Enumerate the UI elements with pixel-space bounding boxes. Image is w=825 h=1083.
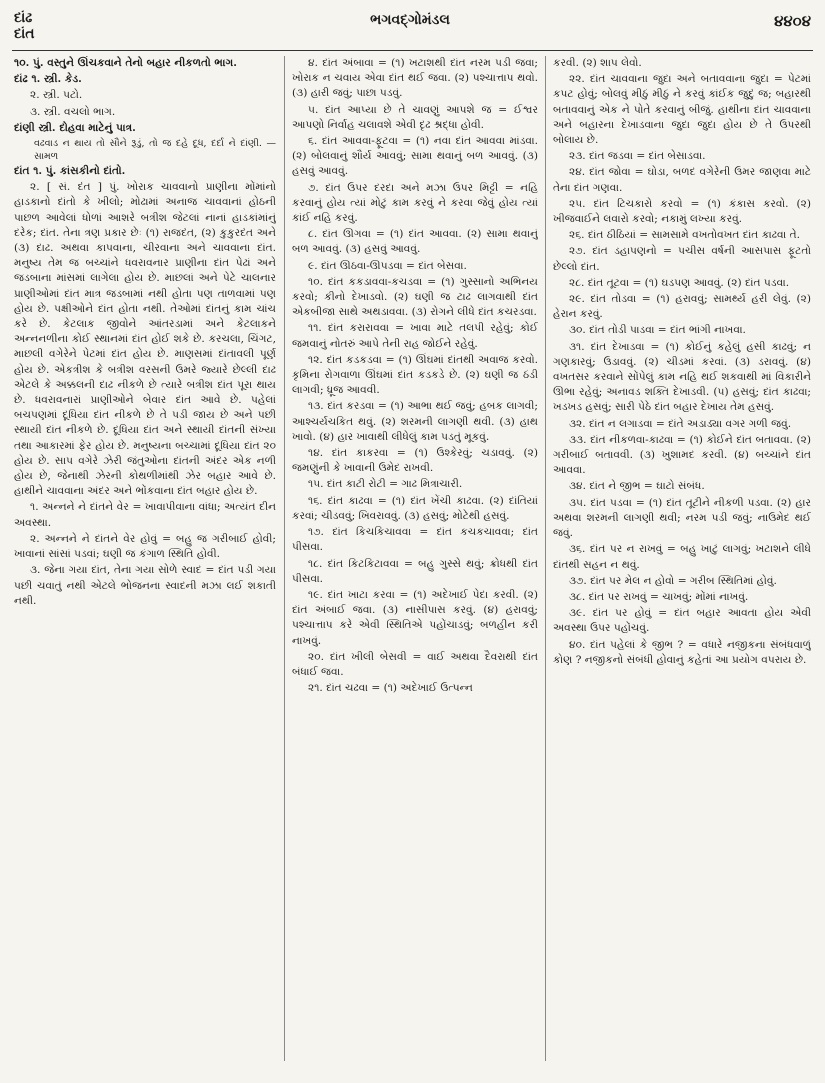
idiom: ૩૨. દાંત ન લગાડવા = દાંતે અડાડ્યા વગર ગળી જવું. xyxy=(569,417,792,430)
idiom: ૬. દાંત આવવા-ફૂટવા = (૧) નવા દાંત આવવા માંડવા. (૨) બોલવાનું શૌર્ય આવવું; સામા થવાનું બળ આવવું. (૩) હસવું આવવું. xyxy=(292,135,538,178)
entry: ૩. સ્ત્રી. વચલો ભાગ. xyxy=(30,105,116,118)
idiom: ૩૮. દાંત પર રાખવું = ચાખવું; મોંમાં નાખવું. xyxy=(569,590,749,603)
entry: દાંઢ ૧. સ્ત્રી. કેડ. xyxy=(14,73,82,86)
idiom: ૮. દાંત ઊગવા = (૧) દાંત આવવા. (૨) સામા થવાનું બળ આવવું. (૩) હસવું આવવું. xyxy=(292,228,538,256)
idiom: ૧૮. દાંત કિટકિટાવવા = બહુ ગુસ્સે થવું; ક્રોધથી દાંત પીસવા. xyxy=(292,557,538,585)
page-title: ભગવદ્ગોમંડલ xyxy=(370,12,450,28)
column-divider xyxy=(545,56,546,1061)
idiom: ૧૫. દાંત કાટી રોટી = ગાઢ મિત્રાચારી. xyxy=(308,478,463,491)
quotation: વઢવાડ ન થાય તો સૌને રૂડું, તો જ દહે દૂધ, દર્દા ને દાંણી. — સામળ xyxy=(34,138,276,163)
idiom: ૨૭. દાંત ડહાપણનો = પચીસ વર્ષની આસપાસ ફૂટતો છેલ્લો દાંત. xyxy=(553,245,811,273)
guide-word-top: દાંઢ xyxy=(14,10,33,26)
idiom: ૩૭. દાંત પર મેલ ન હોવો = ગરીબ સ્થિતિમાં હોવું. xyxy=(569,574,777,587)
column-divider xyxy=(284,56,285,1061)
idiom: ૨૨. દાંત ચાવવાના જુદા અને બતાવવાના જુદા = પેટમાં કપટ હોવું; બોલવું મીઠું મીઠું ને કરવું કાંઈક જુદું જ; બહારથી બતાવવાનું એક ને પોતે કરવાનું બીજું. હાથીના દાંત ચાવવાના અને બહારના દેખાડવાના જુદા જુદા હોય છે તે ઉપરથી બોલાય છે. xyxy=(553,73,811,147)
entry: ૧૦. પું. વસ્તુને ઊંચકવાને તેનો બહાર નીકળતો ભાગ. xyxy=(14,57,237,69)
idiom: ૧. અન્નને ને દાંતને વેર = ખાવાપીવાના વાંધા; અત્યંત દીન અવસ્થા. xyxy=(14,501,276,529)
entry: દાંણી સ્ત્રી. દોહવા માટેનું પાત્ર. xyxy=(14,121,136,134)
idiom: ૩૩. દાંત નીકળવા-કાઢવા = (૧) કોઈને દાંત બતાવવા. (૨) ગરીબાઈ બતાવવી. (૩) ખુશામદ કરવી. (૪) બચ્ચાંને દાંત આવવા. xyxy=(553,433,811,477)
idiom: ૧૧. દાંત કરારાવવા = ખાવા માટે તલપી રહેવું; કોઈ જમવાનું નોતરું આપે તેની રાહ જોઈને રહેવું. xyxy=(292,322,538,350)
idiom: ૩૬. દાંત પર ન રાખવું = બહુ ખાટું લાગવું; ખટાશને લીધે દાંતથી સહન ન થવું. xyxy=(553,543,811,571)
idiom: ૭. દાંત ઉપર દરદા અને મઝા ઉપર મિટ્ટી = નહિ કરવાનું હોય ત્યાં મોટું કામ કરવું ને કરવા જેવું હોય ત્યાં કાંઈ નહિ કરવું. xyxy=(292,181,538,225)
page-number: ૪૪૦૪ xyxy=(774,12,811,30)
idiom: ૪૦. દાંત પહેલાં કે જીભ ? = વધારે નજીકના સંબંધવાળું કોણ ? નજીકનો સંબંધી હોવાનું કહેતાં આ પ્રયોગ વપરાય છે. xyxy=(553,638,811,666)
idiom: ૨. અન્નને ને દાંતને વેર હોવું = બહુ જ ગરીબાઈ હોવી; ખાવાનાં સાંસાં પડવાં; ઘણી જ કંગાળ સ્થિતિ હોવી. xyxy=(14,532,276,561)
idiom: ૨૪. દાંત જોવા = ઘોડા, બળદ વગેરેની ઉમર જાણવા માટે તેના દાંત ગણવા. xyxy=(553,166,811,194)
idiom: ૩૯. દાંત પર હોવું = દાંત બહાર આવતા હોય એવી અવસ્થા ઉપર પહોંચવું. xyxy=(553,607,811,635)
idiom: ૩૧. દાંત દેખાડવા = (૧) કોઈનું કહેલું હસી કાઢવું; ન ગણકારવું; ઉડાવવું. (૨) ચીડમાં કરવાં. (૩) ડરાવવું. (૪) વખતસર કરવાને સોંપેલું કામ નહિ થઈ શકવાથી માં વિકારીને ઊભા રહેવું; અનાવડ શક્તિ દેખાડવી. (૫) હસવું; દાંત કાઢવા; ખડખડ હસવું; સારી પેઠે દાંત બહાર દેખાય તેમ હસવું. xyxy=(553,340,811,414)
idiom: ૯. દાંત ઊઠવા-ઊપડવા = દાંત બેસવા. xyxy=(308,259,467,272)
entry: દાંત ૧. પું. કાંસકીનો દાંતો. xyxy=(14,165,126,178)
column-1 xyxy=(14,56,276,1066)
idiom: ૧૨. દાંત કડકડવા = (૧) ઊંઘમાં દાંતથી અવાજ કરવો. કૃમિના રોગવાળા ઊંઘમાં દાંત કડકડે છે. (૨) ઘણી જ ઠંડી લાગવી; ધ્રૂજ આવવી. xyxy=(292,353,538,397)
idiom: ૧૦. દાંત કકડાવવા-કચડવા = (૧) ગુસ્સાનો અભિનય કરવો; કીનો દેખાડવો. (૨) ઘણી જ ટાઢ લાગવાથી દાંત એકબીજા સાથે અથડાવવા. (૩) રોગને લીધે દાંત કચરડવા. xyxy=(292,275,538,319)
guide-words xyxy=(14,10,35,42)
idiom: ૧૯. દાંત ખાટા કરવા = (૧) અદેખાઈ પેદા કરવી. (૨) દાંત અંબાઈ જવા. (૩) નાસીપાસ કરવું. (૪) હરાવવું; પશ્ચાત્તાપ કરે એવી સ્થિતિએ પહોંચાડવું; બળહીન કરી નાખવું. xyxy=(292,588,538,647)
idiom: ૩. જેના ગયા દાંત, તેના ગયા સોળે સ્વાદ = દાંત પડી ગયા પછી ચવાતું નથી એટલે ભોજનના સ્વાદની મઝા લઈ શકાતી નથી. xyxy=(14,564,276,607)
entry: ૨. સ્ત્રી. પટો. xyxy=(30,89,83,102)
header-rule xyxy=(12,50,813,51)
idiom: ૨૯. દાંત તોડવા = (૧) હરાવવું; સામર્થ્ય હરી લેવું. (૨) હેરાન કરવું. xyxy=(553,293,811,321)
idiom: ૧૩. દાંત કરડવા = (૧) આભા થઈ જવું; હબક લાગવી; આશ્ચર્યચકિત થવું. (૨) શરમની લાગણી થવી. (૩) હાથ ખાવો. (૪) હાર ખાવાથી લીધેલું કામ પડતું મૂકવું. xyxy=(292,400,538,443)
idiom: ૪. દાંત અંબાવા = (૧) ખટાશથી દાંત નરમ પડી જવા; ખોરાક ન ચવાય એવા દાંત થઈ જવા. (૨) પશ્ચાત્તાપ થવો. (૩) હારી જવું; પાછા પડવું. xyxy=(292,57,538,100)
idiom: ૩૫. દાંત પડવા = (૧) દાંત તૂટીને નીકળી પડવા. (૨) હાર અથવા શરમની લાગણી થવી; નરમ પડી જવું; નાઉમેદ થઈ જવું. xyxy=(553,496,811,540)
idiom: ૩૦. દાંત તોડી પાડવા = દાંત ભાંગી નાખવા. xyxy=(569,324,746,337)
column-2 xyxy=(292,56,538,1066)
idiom: ૧૭. દાંત કિચકિચાવવા = દાંત કચકચાવવા; દાંત પીસવા. xyxy=(292,526,538,554)
idiom: ૨૩. દાંત જડવા = દાંત બેસાડવા. xyxy=(569,150,706,163)
idiom: ૧૪. દાંત કાકરવા = (૧) ઉશ્કેરવું; ચડાવવું. (૨) જમણુંની કે ખાવાની ઉમેદ રાખવી. xyxy=(292,447,538,475)
guide-word-bottom: દાંત xyxy=(14,26,35,42)
column-3 xyxy=(553,56,811,1066)
idiom-continued: કરવી. (૨) શાપ લેવો. xyxy=(553,57,642,69)
idiom: ૫. દાંત આપ્યા છે તે ચાવણું આપશે જ = ઈશ્વર આપણો નિર્વાહ ચલાવશે એવી દૃઢ શ્રદ્ધા હોવી. xyxy=(292,103,538,131)
idiom: ૨૦. દાંત ખીલી બેસવી = વાઈ અથવા દૈવરાથી દાંત બંધાઈ જવા. xyxy=(292,650,538,678)
entry: ૨. [ સં. દંત ] પું. ખોરાક ચાવવાનો પ્રાણીના મોંમાંનો હાડકાનો દાંતો કે ખીલો; મોઢામાં અનાજ ચાવવાનાં હોઠની પાછળ આવેલાં ધોળાં આશરે બત્રીશ જેટલાં નાનાં હાડકાંમાંનું દરેક; દાંત. તેના ત્રણ પ્રકાર છેઃ (૧) રાજદંત, (૨) કુકુરદંત અને (૩) દાઢ. અથવા કાપવાના, ચીરવાના અને ચાવવાના દાંત. મનુષ્ય તેમ જ બચ્ચાંને ધવરાવનાર પ્રાણીના દાંત પેઢાં અને જડબાના માંસમાં લાગેલા હોય છે. માછલાં અને પેટે ચાલનાર પ્રાણીઓમાં દાંત માત્ર જડબામાં નથી હોતા પણ તાળવામાં પણ હોય છે. પક્ષીઓને દાંત હોતા નથી. તેઓમાં દાંતનું કામ ચાંચ કરે છે. કેટલાક જીવોને આંતરડામાં અને કેટલાકને અન્નનળીના કોઈ સ્થાનમાં દાંત હોઈ શકે છે. કરચલા, ચિંગટ, માછલી વગેરેને પેટમાં દાંત હોય છે. માણસમાં દાંતાવલી પૂર્ણ હોય છે. એકત્રીશ કે બત્રીશ વરસની ઉમરે જ્યારે છેલ્લી દાઢ એટલે કે અક્કલની દાઢ નીકળે છે ત્યારે બત્રીશ દાંત પૂરા થાય છે. ધવરાવનારાં પ્રાણીઓને બેવાર દાંત આવે છે. પહેલાં બચપણમાં દૂધિયા દાંત નીકળે છે તે પડી જાય છે અને પછી સ્થાયી દાંત નીકળે છે. દૂધિયા દાંત અને સ્થાયી દાંતની સંખ્યા તથા આકારમાં ફેર હોય છે. મનુષ્યના બચ્ચામાં દૂધિયા દાંત ૨૦ હોય છે. સાપ વગેરે ઝેરી જંતુઓના દાંતની અંદર એક નળી હોય છે, જેનાથી ઝેરની કોથળીમાંથી ઝેર બહાર આવે છે. હાથીને ચાવવાના અંદર અને ભોંકવાના દાંત બહાર હોય છે. xyxy=(14,181,276,498)
idiom: ૧૬. દાંત કાઢવા = (૧) દાંત ખેંચી કાઢવા. (૨) દાંતિયાં કરવાં; ચીડવવું; ખિવરાવવું. (૩) હસવું; મોટેથી હસવું. xyxy=(292,494,538,522)
idiom: ૩૪. દાંત ને જીભ = ઘાટો સંબંધ. xyxy=(569,480,705,493)
idiom: ૨૫. દાંત ટિચકારો કરવો = (૧) કંકાસ કરવો. (૨) ખીજવાઈને લવારો કરવો; નકામું લખ્યા કરવું. xyxy=(553,197,811,226)
idiom: ૨૮. દાંત તૂટવા = (૧) ઘડપણ આવવું. (૨) દાંત પડવા. xyxy=(569,276,790,289)
idiom: ૨૧. દાંત ચઢવા = (૧) અદેખાઈ ઉત્પન્ન xyxy=(308,682,473,695)
idiom: ૨૬. દાંત ઠીઠિયાં = સામસામે વખતોવખત દાંત કાઢવા તે. xyxy=(569,229,800,242)
